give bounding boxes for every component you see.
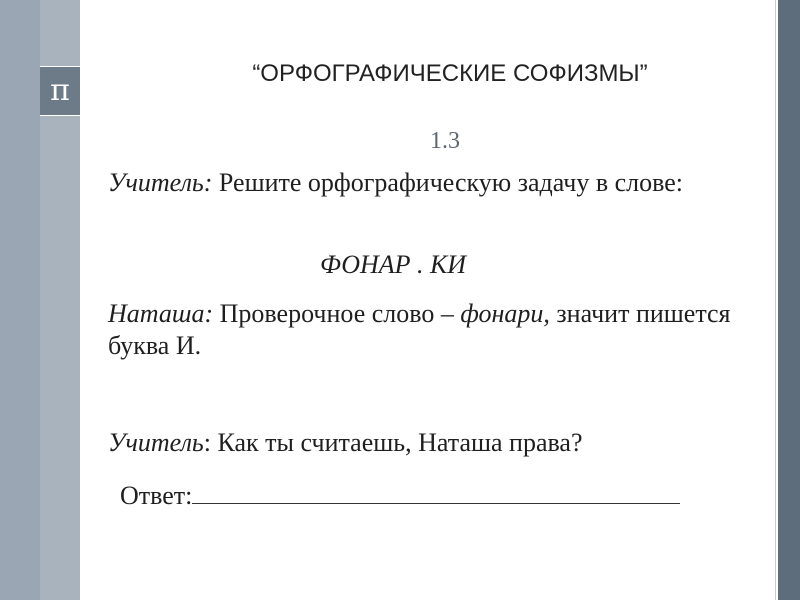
teacher-followup bbox=[108, 427, 758, 459]
slide-number: 1.3 bbox=[430, 128, 460, 154]
answer-blank-line[interactable] bbox=[192, 477, 680, 504]
answer-text-part2: значит пишется буква И. bbox=[108, 299, 731, 360]
answer-row bbox=[120, 477, 680, 511]
speaker-teacher-2: Учитель bbox=[108, 428, 204, 457]
right-divider bbox=[775, 0, 776, 600]
pi-logo bbox=[40, 66, 80, 116]
student-answer bbox=[108, 298, 758, 362]
check-word: фонари, bbox=[460, 299, 550, 328]
answer-text-part1: Проверочное слово – bbox=[213, 299, 461, 328]
right-decor-bar bbox=[778, 0, 800, 600]
teacher-question bbox=[108, 167, 758, 199]
question-text: Решите орфографическую задачу в слове: bbox=[212, 168, 683, 197]
speaker-teacher: Учитель: bbox=[108, 168, 213, 197]
followup-text: : Как ты считаешь, Наташа права? bbox=[203, 428, 583, 457]
answer-label: Ответ: bbox=[120, 481, 193, 510]
left-decor-bar bbox=[0, 0, 40, 600]
pi-icon: π bbox=[50, 73, 70, 108]
speaker-student: Наташа: bbox=[108, 299, 214, 328]
left-divider bbox=[80, 0, 81, 600]
slide-title: “ОРФОГРАФИЧЕСКИЕ СОФИЗМЫ” bbox=[252, 60, 648, 87]
task-word: ФОНАР . КИ bbox=[320, 250, 467, 279]
